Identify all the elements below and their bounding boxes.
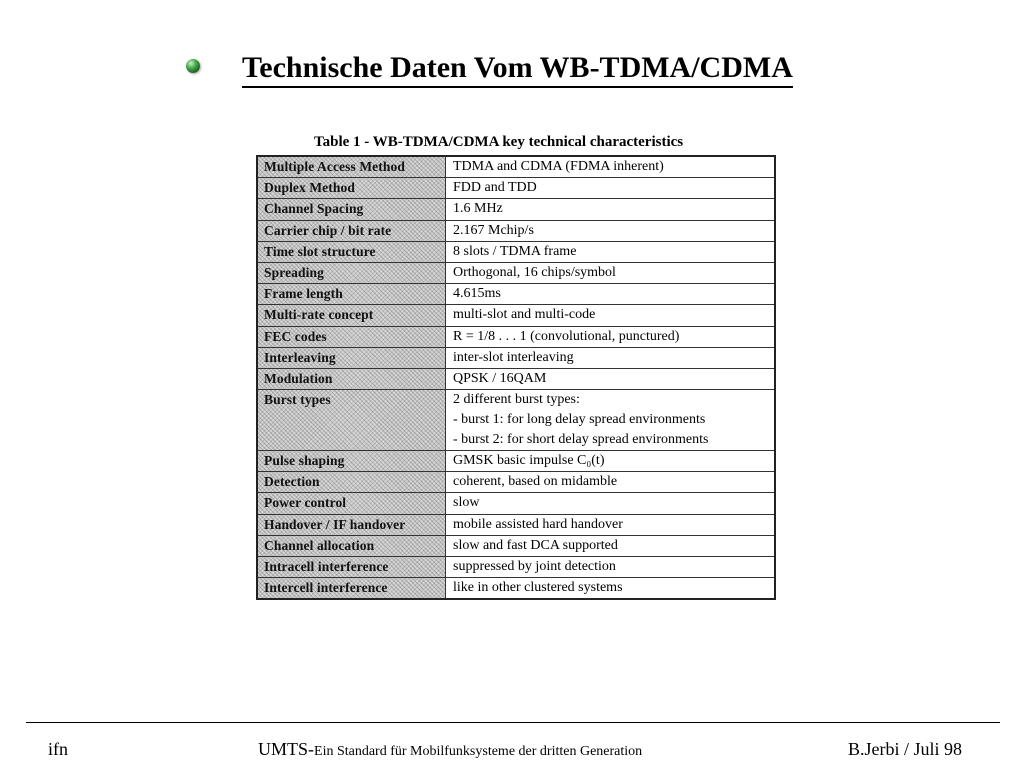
table-row bbox=[257, 472, 775, 493]
row-value bbox=[446, 368, 776, 389]
row-key: Pulse shaping bbox=[257, 451, 446, 472]
row-key: Spreading bbox=[257, 262, 446, 283]
row-value-line: slow bbox=[453, 495, 480, 511]
row-value bbox=[446, 156, 776, 178]
footer-right: B.Jerbi / Juli 98 bbox=[848, 739, 963, 759]
row-key: Modulation bbox=[257, 368, 446, 389]
row-value bbox=[446, 220, 776, 241]
table-row bbox=[257, 578, 775, 600]
table-row bbox=[257, 156, 775, 178]
row-value-line: 2 different burst types: bbox=[453, 392, 580, 408]
row-value bbox=[446, 347, 776, 368]
row-key: Multi-rate concept bbox=[257, 305, 446, 326]
row-key: FEC codes bbox=[257, 326, 446, 347]
row-value-line: slow and fast DCA supported bbox=[453, 537, 618, 553]
row-value-line: inter-slot interleaving bbox=[453, 349, 574, 365]
footer-center-sub: Ein Standard für Mobilfunksysteme der dritten Generation bbox=[314, 744, 643, 759]
table-row bbox=[257, 347, 775, 368]
row-value-line: like in other clustered systems bbox=[453, 580, 623, 596]
table-row bbox=[257, 178, 775, 199]
row-value-line: - burst 2: for short delay spread environments bbox=[453, 432, 709, 448]
row-key: Handover / IF handover bbox=[257, 514, 446, 535]
row-key: Burst types bbox=[257, 390, 446, 451]
row-value-line: suppressed by joint detection bbox=[453, 559, 616, 574]
footer-center bbox=[258, 739, 642, 760]
row-value bbox=[446, 178, 776, 199]
table-row bbox=[257, 326, 775, 347]
row-key: Frame length bbox=[257, 284, 446, 305]
row-key: Power control bbox=[257, 493, 446, 514]
table-row bbox=[257, 535, 775, 556]
table-row bbox=[257, 262, 775, 283]
row-value-line: GMSK basic impulse C₀(t) bbox=[453, 453, 605, 469]
slide-title: Technische Daten Vom WB-TDMA/CDMA bbox=[242, 50, 793, 88]
row-key: Channel allocation bbox=[257, 535, 446, 556]
row-value-line: mobile assisted hard handover bbox=[453, 516, 623, 532]
bullet-icon bbox=[186, 59, 200, 73]
table-row bbox=[257, 284, 775, 305]
row-value bbox=[446, 535, 776, 556]
row-value bbox=[446, 326, 776, 347]
row-value bbox=[446, 305, 776, 326]
row-key: Detection bbox=[257, 472, 446, 493]
table-row bbox=[257, 199, 775, 220]
row-value bbox=[446, 578, 776, 600]
row-value-line: 4.615ms bbox=[453, 286, 501, 302]
row-value bbox=[446, 557, 776, 578]
row-value-line: coherent, based on midamble bbox=[453, 474, 618, 490]
footer-left: ifn bbox=[48, 739, 68, 759]
row-key: Time slot structure bbox=[257, 241, 446, 262]
table-row bbox=[257, 493, 775, 514]
row-key: Interleaving bbox=[257, 347, 446, 368]
row-value bbox=[446, 493, 776, 514]
row-value bbox=[446, 199, 776, 220]
row-value-line: FDD and TDD bbox=[453, 180, 537, 196]
row-value-line: QPSK / 16QAM bbox=[453, 370, 547, 386]
row-key: Carrier chip / bit rate bbox=[257, 220, 446, 241]
row-value bbox=[446, 451, 776, 472]
row-value-line: multi-slot and multi-code bbox=[453, 307, 596, 323]
row-value bbox=[446, 472, 776, 493]
row-value bbox=[446, 284, 776, 305]
table-row bbox=[257, 451, 775, 472]
table-row bbox=[257, 514, 775, 535]
footer-center-main: UMTS- bbox=[258, 739, 315, 759]
table-row bbox=[257, 220, 775, 241]
row-value bbox=[446, 262, 776, 283]
row-value-line: 8 slots / TDMA frame bbox=[453, 243, 577, 259]
spec-table bbox=[256, 155, 776, 600]
table-row bbox=[257, 557, 775, 578]
table-caption: Table 1 - WB-TDMA/CDMA key technical characteristics bbox=[314, 134, 684, 150]
row-value bbox=[446, 390, 776, 451]
row-value-line: TDMA and CDMA (FDMA inherent) bbox=[453, 159, 664, 174]
table-row bbox=[257, 241, 775, 262]
row-key: Multiple Access Method bbox=[257, 156, 446, 178]
row-key: Channel Spacing bbox=[257, 199, 446, 220]
row-value-line: - burst 1: for long delay spread environments bbox=[453, 412, 706, 428]
row-value bbox=[446, 514, 776, 535]
row-value-line: 2.167 Mchip/s bbox=[453, 222, 534, 238]
table-row bbox=[257, 305, 775, 326]
row-key: Intercell interference bbox=[257, 578, 446, 600]
table-row bbox=[257, 390, 775, 451]
row-value-line: 1.6 MHz bbox=[453, 201, 503, 217]
footer-divider bbox=[26, 722, 1000, 723]
row-value bbox=[446, 241, 776, 262]
row-key: Intracell interference bbox=[257, 557, 446, 578]
table-row bbox=[257, 368, 775, 389]
row-value-line: Orthogonal, 16 chips/symbol bbox=[453, 264, 616, 280]
row-value-line: R = 1/8 . . . 1 (convolutional, punctured) bbox=[453, 328, 680, 344]
row-key: Duplex Method bbox=[257, 178, 446, 199]
